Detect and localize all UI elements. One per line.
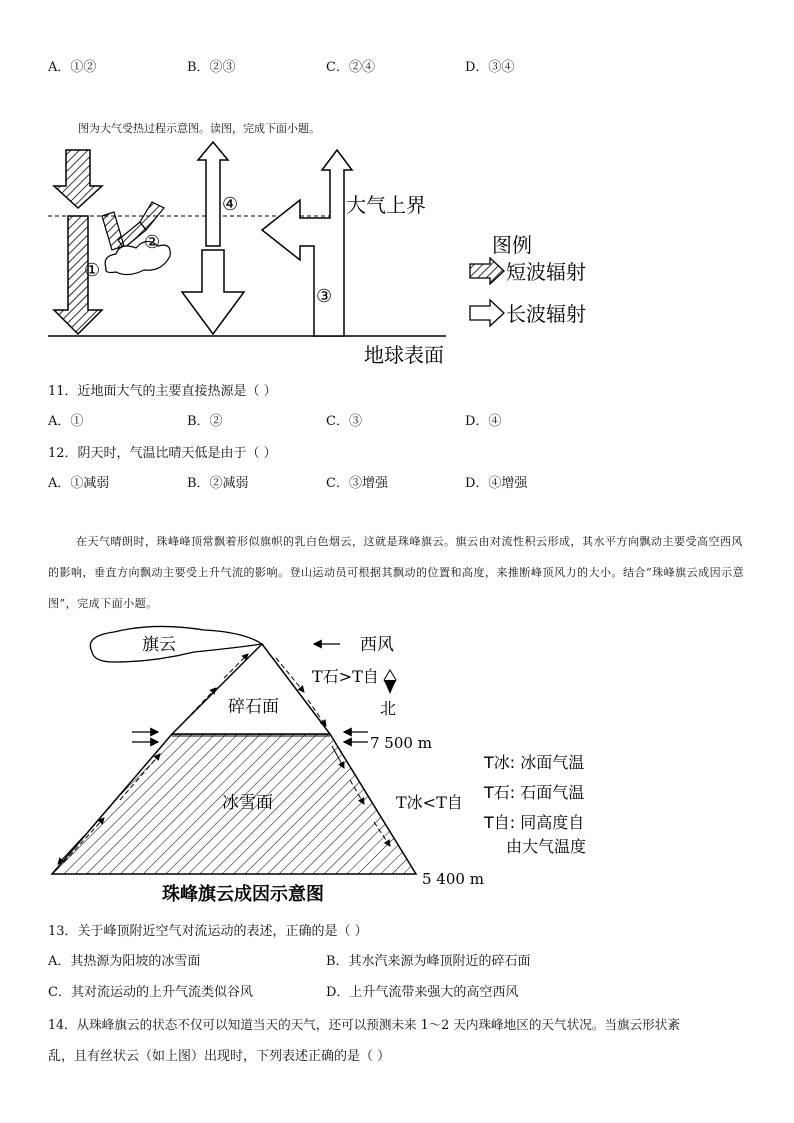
- legend-t-self-1: T自: 同高度自: [484, 813, 585, 832]
- legend-long-wave-icon: [470, 300, 504, 326]
- north-arrow-icon: [384, 680, 396, 694]
- ice-face-label: 冰雪面: [222, 793, 273, 813]
- q12-option-c[interactable]: C．③增强: [326, 476, 388, 491]
- intro-fig1: 图为大气受热过程示意图。读图，完成下面小题。: [78, 122, 320, 135]
- q13-option-c[interactable]: C．其对流运动的上升气流类似谷风: [48, 985, 253, 1000]
- t-rock-gt-label: T石>T自: [312, 667, 379, 686]
- legend-short-wave-icon: [470, 258, 504, 284]
- q13-options-row1: [48, 950, 748, 970]
- q11-option-c[interactable]: C．③: [326, 414, 362, 429]
- legend-t-self-2: 由大气温度: [506, 837, 587, 856]
- ground-label: 地球表面: [364, 343, 444, 367]
- q12-option-d[interactable]: D．④增强: [465, 476, 528, 491]
- q11-stem: 11．近地面大气的主要直接热源是（ ）: [48, 384, 277, 399]
- label-4: ④: [222, 194, 239, 215]
- q14-stem-line2: 乱，且有丝状云（如上图）出现时，下列表述正确的是（ ）: [48, 1049, 391, 1064]
- label-2: ②: [144, 232, 161, 253]
- long-wave-arrow-3: [262, 150, 352, 336]
- legend-t-rock: T石: 石面气温: [484, 783, 585, 802]
- t-ice-lt-label: T冰<T自: [396, 793, 463, 812]
- legend-short-wave: 短波辐射: [506, 260, 586, 284]
- q10-option-d[interactable]: D．③④: [465, 60, 515, 75]
- label-1: ①: [84, 260, 101, 281]
- legend-t-ice: T冰: 冰面气温: [484, 753, 585, 772]
- q13-options-row2: [48, 981, 748, 1001]
- label-3: ③: [316, 286, 333, 307]
- altitude-5400: 5 400 m: [422, 870, 484, 888]
- q11-option-a[interactable]: A．①: [48, 414, 84, 429]
- q11-options: [48, 410, 748, 430]
- cloud-label: 旗云: [142, 635, 176, 655]
- q10-option-b[interactable]: B．②③: [187, 60, 236, 75]
- long-wave-arrow-down: [182, 250, 244, 334]
- altitude-7500: 7 500 m: [370, 734, 432, 752]
- intro-fig2: 在天气晴朗时，珠峰峰顶常飘着形似旗帜的乳白色烟云，这就是珠峰旗云。旗云由对流性积云形成，其水平方向飘动主要受高空西风的影响，垂直方向飘动主要受上升气流的影响。登山运动员可根据其飘动的位置和高度，来推断峰顶风力的大小。结合“珠峰旗云成因示意图”，完成下面小题。: [48, 535, 745, 610]
- q12-option-b[interactable]: B．②减弱: [187, 476, 249, 491]
- q14-stem-line1: 14．从珠峰旗云的状态不仅可以知道当天的天气，还可以预测未来 1～2 天内珠峰地区的天气状况。当旗云形状紊: [48, 1017, 680, 1032]
- q10-option-a[interactable]: A．①②: [48, 60, 97, 75]
- q10-option-c[interactable]: C．②④: [326, 60, 375, 75]
- q10-options: [48, 56, 748, 76]
- q13-option-d[interactable]: D．上升气流带来强大的高空西风: [326, 985, 519, 1000]
- legend-title: 图例: [492, 233, 532, 257]
- atmosphere-heating-diagram: [40, 138, 620, 370]
- q11-option-b[interactable]: B．②: [187, 414, 223, 429]
- figure-caption: 珠峰旗云成因示意图: [162, 884, 324, 905]
- legend-long-wave: 长波辐射: [506, 302, 586, 326]
- short-wave-arrow-top: [54, 150, 102, 208]
- q11-option-d[interactable]: D．④: [465, 414, 502, 429]
- atmosphere-top-label: 大气上界: [346, 193, 426, 217]
- q13-option-b[interactable]: B．其水汽来源为峰顶附近的碎石面: [326, 954, 531, 969]
- rock-face: [172, 644, 330, 734]
- q13-option-a[interactable]: A．其热源为阳坡的冰雪面: [48, 954, 201, 969]
- q13-stem: 13．关于峰顶附近空气对流运动的表述，正确的是（ ）: [48, 924, 368, 939]
- banner-cloud-icon: [90, 626, 262, 662]
- q12-options: [48, 472, 748, 492]
- rock-face-label: 碎石面: [228, 697, 279, 717]
- q12-stem: 12．阴天时，气温比晴天低是由于（ ）: [48, 446, 277, 461]
- everest-banner-cloud-diagram: [44, 622, 604, 912]
- north-label: 北: [380, 699, 397, 718]
- q12-option-a[interactable]: A．①减弱: [48, 476, 110, 491]
- west-wind-label: 西风: [360, 635, 394, 655]
